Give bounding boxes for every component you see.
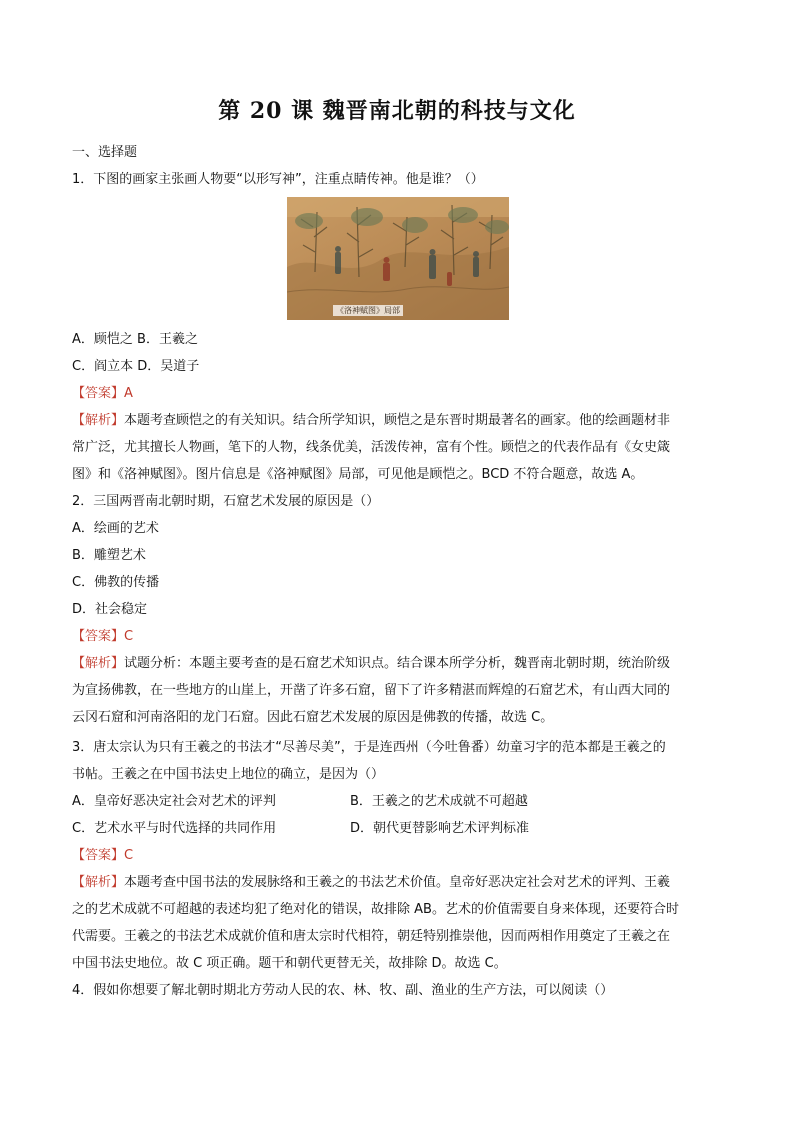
analysis-text: 试题分析：本题主要考查的是石窟艺术知识点。结合课本所学分析，魏晋南北朝时期，统治阶级 <box>124 656 671 671</box>
analysis-text: 本题考查顾恺之的有关知识。结合所学知识，顾恺之是东晋时期最著名的画家。他的绘画题材非 <box>124 413 671 428</box>
question-2-option-c: C．佛教的传播 <box>72 575 160 590</box>
question-2-analysis-line1 <box>72 655 722 673</box>
painting-illustration <box>287 197 509 320</box>
question-1-stem: 1．下图的画家主张画人物要“以形写神”，注重点睛传神。他是谁？（） <box>72 172 484 187</box>
question-1-options-row2: C．阎立本 D．吴道子 <box>72 359 200 374</box>
question-2-analysis-line2: 为宣扬佛教，在一些地方的山崖上，开凿了许多石窟，留下了许多精湛而辉煌的石窟艺术，有山西大同的 <box>72 683 671 698</box>
question-2-option-a: A．绘画的艺术 <box>72 521 159 536</box>
answer-label: 【答案】 <box>72 386 125 401</box>
question-3-answer <box>72 847 722 865</box>
analysis-label: 【解析】 <box>72 875 125 890</box>
question-3-analysis-line3: 代需要。王羲之的书法艺术成就价值和唐太宗时代相符，朝廷特别推崇他，因而两相作用奠定了王羲之在 <box>72 929 671 944</box>
figure-caption: 《洛神赋图》局部 <box>333 305 403 316</box>
page-title: 第 20 课 魏晋南北朝的科技与文化 <box>218 98 576 124</box>
question-3-analysis-line1 <box>72 874 722 892</box>
question-2-option-d: D．社会稳定 <box>72 602 148 617</box>
analysis-label: 【解析】 <box>72 656 125 671</box>
question-2-analysis-line3: 云冈石窟和河南洛阳的龙门石窟。因此石窟艺术发展的原因是佛教的传播，故选 C。 <box>72 710 554 725</box>
question-1-analysis-line3: 图》和《洛神赋图》。图片信息是《洛神赋图》局部，可见他是顾恺之。BCD 不符合题意，故选 A。 <box>72 467 644 482</box>
question-3-option-a: A．皇帝好恶决定社会对艺术的评判 <box>72 794 276 809</box>
question-3-analysis-line4: 中国书法史地位。故 C 项正确。题干和朝代更替无关，故排除 D。故选 C。 <box>72 956 507 971</box>
question-3-option-b: B．王羲之的艺术成就不可超越 <box>350 794 528 809</box>
question-1-analysis-line2: 常广泛，尤其擅长人物画，笔下的人物，线条优美，活泼传神，富有个性。顾恺之的代表作品有《女史箴 <box>72 440 671 455</box>
question-2-stem: 2．三国两晋南北朝时期，石窟艺术发展的原因是（） <box>72 494 380 509</box>
answer-value: C <box>124 848 134 863</box>
question-4-stem: 4．假如你想要了解北朝时期北方劳动人民的农、林、牧、副、渔业的生产方法，可以阅读（） <box>72 983 614 998</box>
question-3-stem-line2: 书帖。王羲之在中国书法史上地位的确立，是因为（） <box>72 767 385 782</box>
answer-label: 【答案】 <box>72 848 125 863</box>
question-3-options-row2 <box>72 820 722 838</box>
answer-value: C <box>124 629 134 644</box>
question-3-options-row1 <box>72 793 722 811</box>
answer-label: 【答案】 <box>72 629 125 644</box>
analysis-label: 【解析】 <box>72 413 125 428</box>
question-1-analysis-line1 <box>72 412 722 430</box>
question-1-answer <box>72 385 722 403</box>
question-3-analysis-line2: 之的艺术成就不可超越的表述均犯了绝对化的错误，故排除 AB。艺术的价值需要自身来体现，还要符合时 <box>72 902 679 917</box>
question-3-option-c: C．艺术水平与时代选择的共同作用 <box>72 821 277 836</box>
question-2-option-b: B．雕塑艺术 <box>72 548 146 563</box>
answer-value: A <box>124 386 133 401</box>
question-2-answer <box>72 628 722 646</box>
section-heading: 一、选择题 <box>72 145 138 160</box>
luoshen-painting-image <box>287 197 509 320</box>
analysis-text: 本题考查中国书法的发展脉络和王羲之的书法艺术价值。皇帝好恶决定社会对艺术的评判、王羲 <box>124 875 671 890</box>
question-3-stem-line1: 3．唐太宗认为只有王羲之的书法才“尽善尽美”，于是连西州（今吐鲁番）幼童习字的范本都是王羲之的 <box>72 740 666 755</box>
question-3-option-d: D．朝代更替影响艺术评判标准 <box>350 821 530 836</box>
question-1-options-row1: A．顾恺之 B．王羲之 <box>72 332 198 347</box>
